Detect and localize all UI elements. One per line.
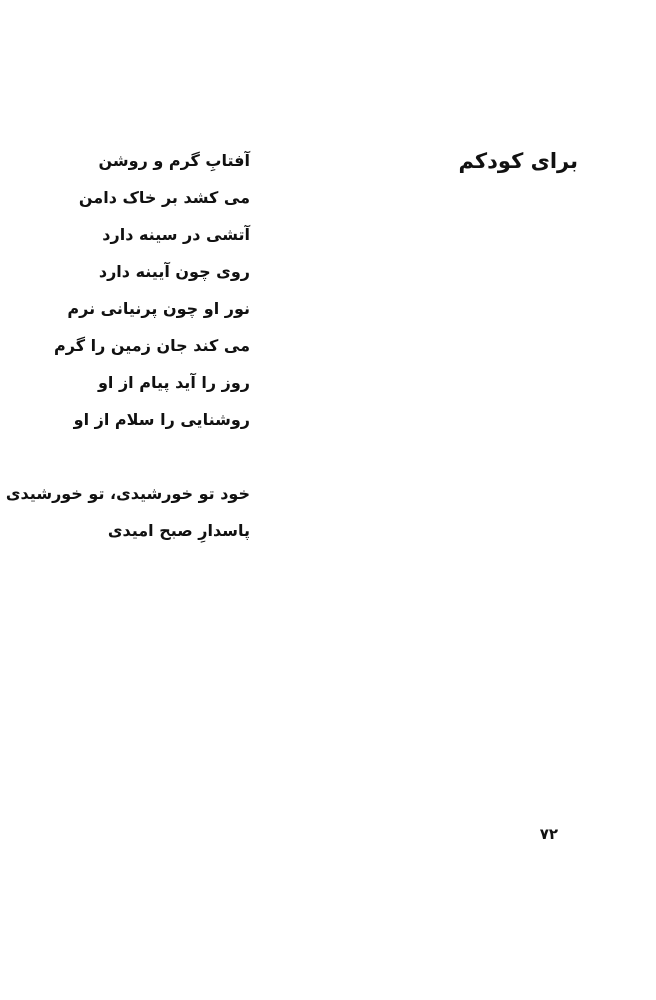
poem-title: برای کودکم <box>458 149 578 173</box>
verse-line: آفتابِ گرم و روشن <box>98 151 250 170</box>
verse-line: روز را آید پیام از او <box>97 373 250 392</box>
verse-line: می کشد بر خاک دامن <box>78 188 250 207</box>
stanza-2 <box>6 475 250 549</box>
verse-line: خود تو خورشیدی، تو خورشیدی <box>5 484 250 503</box>
verse-line: می کند جان زمین را گرم <box>54 336 250 355</box>
stanza-1 <box>54 142 250 438</box>
verse-line: پاسدارِ صبح امیدی <box>107 521 250 540</box>
verse-line: آتشی در سینه دارد <box>102 225 250 244</box>
verse-line: روی چون آیینه دارد <box>98 262 250 281</box>
verse-line: نور او چون پرنیانی نرم <box>67 299 250 318</box>
page-number: ۷۲ <box>539 825 558 843</box>
verse-line: روشنایی را سلام از او <box>73 410 250 429</box>
